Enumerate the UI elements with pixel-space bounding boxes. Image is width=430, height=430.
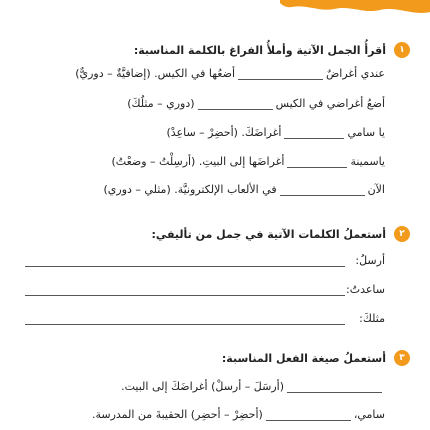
writing-line[interactable] xyxy=(25,324,345,325)
row-text-after: أضعُها في الكيس. (إضافيَّةٌ – دوريٌّ) xyxy=(75,67,235,80)
row-text-before: الآن xyxy=(367,183,385,196)
exercise-3-row xyxy=(92,403,385,421)
fill-in-blank[interactable] xyxy=(287,155,347,168)
row-text-after: (أحضِرْ – أحضِر) الحقيبةَ من المدرسة. xyxy=(91,408,263,421)
exercise-1-row xyxy=(104,178,386,196)
row-text-before: يا سامي xyxy=(347,126,385,139)
row-text-after: في الألعاب الإلكترونيَّة. (مثلي – دوري) xyxy=(103,183,277,196)
row-text-after: أغراضَها إلى البيتِ. (أرسِلْتُ – وضعْتُ) xyxy=(111,155,285,168)
exercise-1-row xyxy=(166,121,385,139)
fill-in-blank[interactable] xyxy=(238,67,323,80)
exercise-1-number-badge: ١ xyxy=(394,42,410,58)
writing-line[interactable] xyxy=(25,266,345,267)
exercise-3-instruction: أستعملُ صيغة الفعل المناسبة: xyxy=(221,351,386,365)
exercise-2-number-badge: ٢ xyxy=(394,226,410,242)
exercise-1-heading xyxy=(134,40,410,60)
fill-in-blank[interactable] xyxy=(287,380,382,393)
writing-line[interactable] xyxy=(25,295,345,296)
row-text-after: (أرسَلَ – أرسلْ) أغراضَكَ إلى البيت. xyxy=(121,380,284,393)
exercise-1-instruction: أقرأُ الجمل الآتية وأملأُ الفراغ بالكلمة المناسبة: xyxy=(133,43,386,57)
exercise-2-instruction: أستعملُ الكلمات الآتية في جمل من تأليفي: xyxy=(151,227,386,241)
exercise-3-number-badge: ٣ xyxy=(394,350,410,366)
exercise-1-row xyxy=(127,92,385,110)
fill-in-blank[interactable] xyxy=(198,97,273,110)
fill-in-blank[interactable] xyxy=(284,126,344,139)
word-prompt: أرسلُ: xyxy=(355,254,385,267)
fill-in-blank[interactable] xyxy=(280,183,365,196)
row-text-before: سامي، xyxy=(353,408,385,421)
word-prompt: مثلكَ: xyxy=(359,312,385,325)
fill-in-blank[interactable] xyxy=(266,408,351,421)
exercise-3-heading xyxy=(222,348,410,368)
exercise-2-heading xyxy=(151,224,410,244)
row-text-after: (دوري – مثلُكَ) xyxy=(127,97,195,110)
row-text-before: أضعُ أغراضي في الكيس xyxy=(275,97,385,110)
word-prompt: ساعدتُ: xyxy=(346,283,385,296)
exercise-3-row xyxy=(121,375,385,393)
row-text-after: أغراضَكَ. (أحضِرْ – ساعِدْ) xyxy=(166,126,282,139)
exercise-1-row xyxy=(75,62,385,80)
exercise-1-row xyxy=(111,150,385,168)
row-text-before: ياسمينة xyxy=(350,155,385,168)
row-text-before: عندي أغراضٌ xyxy=(326,67,385,80)
